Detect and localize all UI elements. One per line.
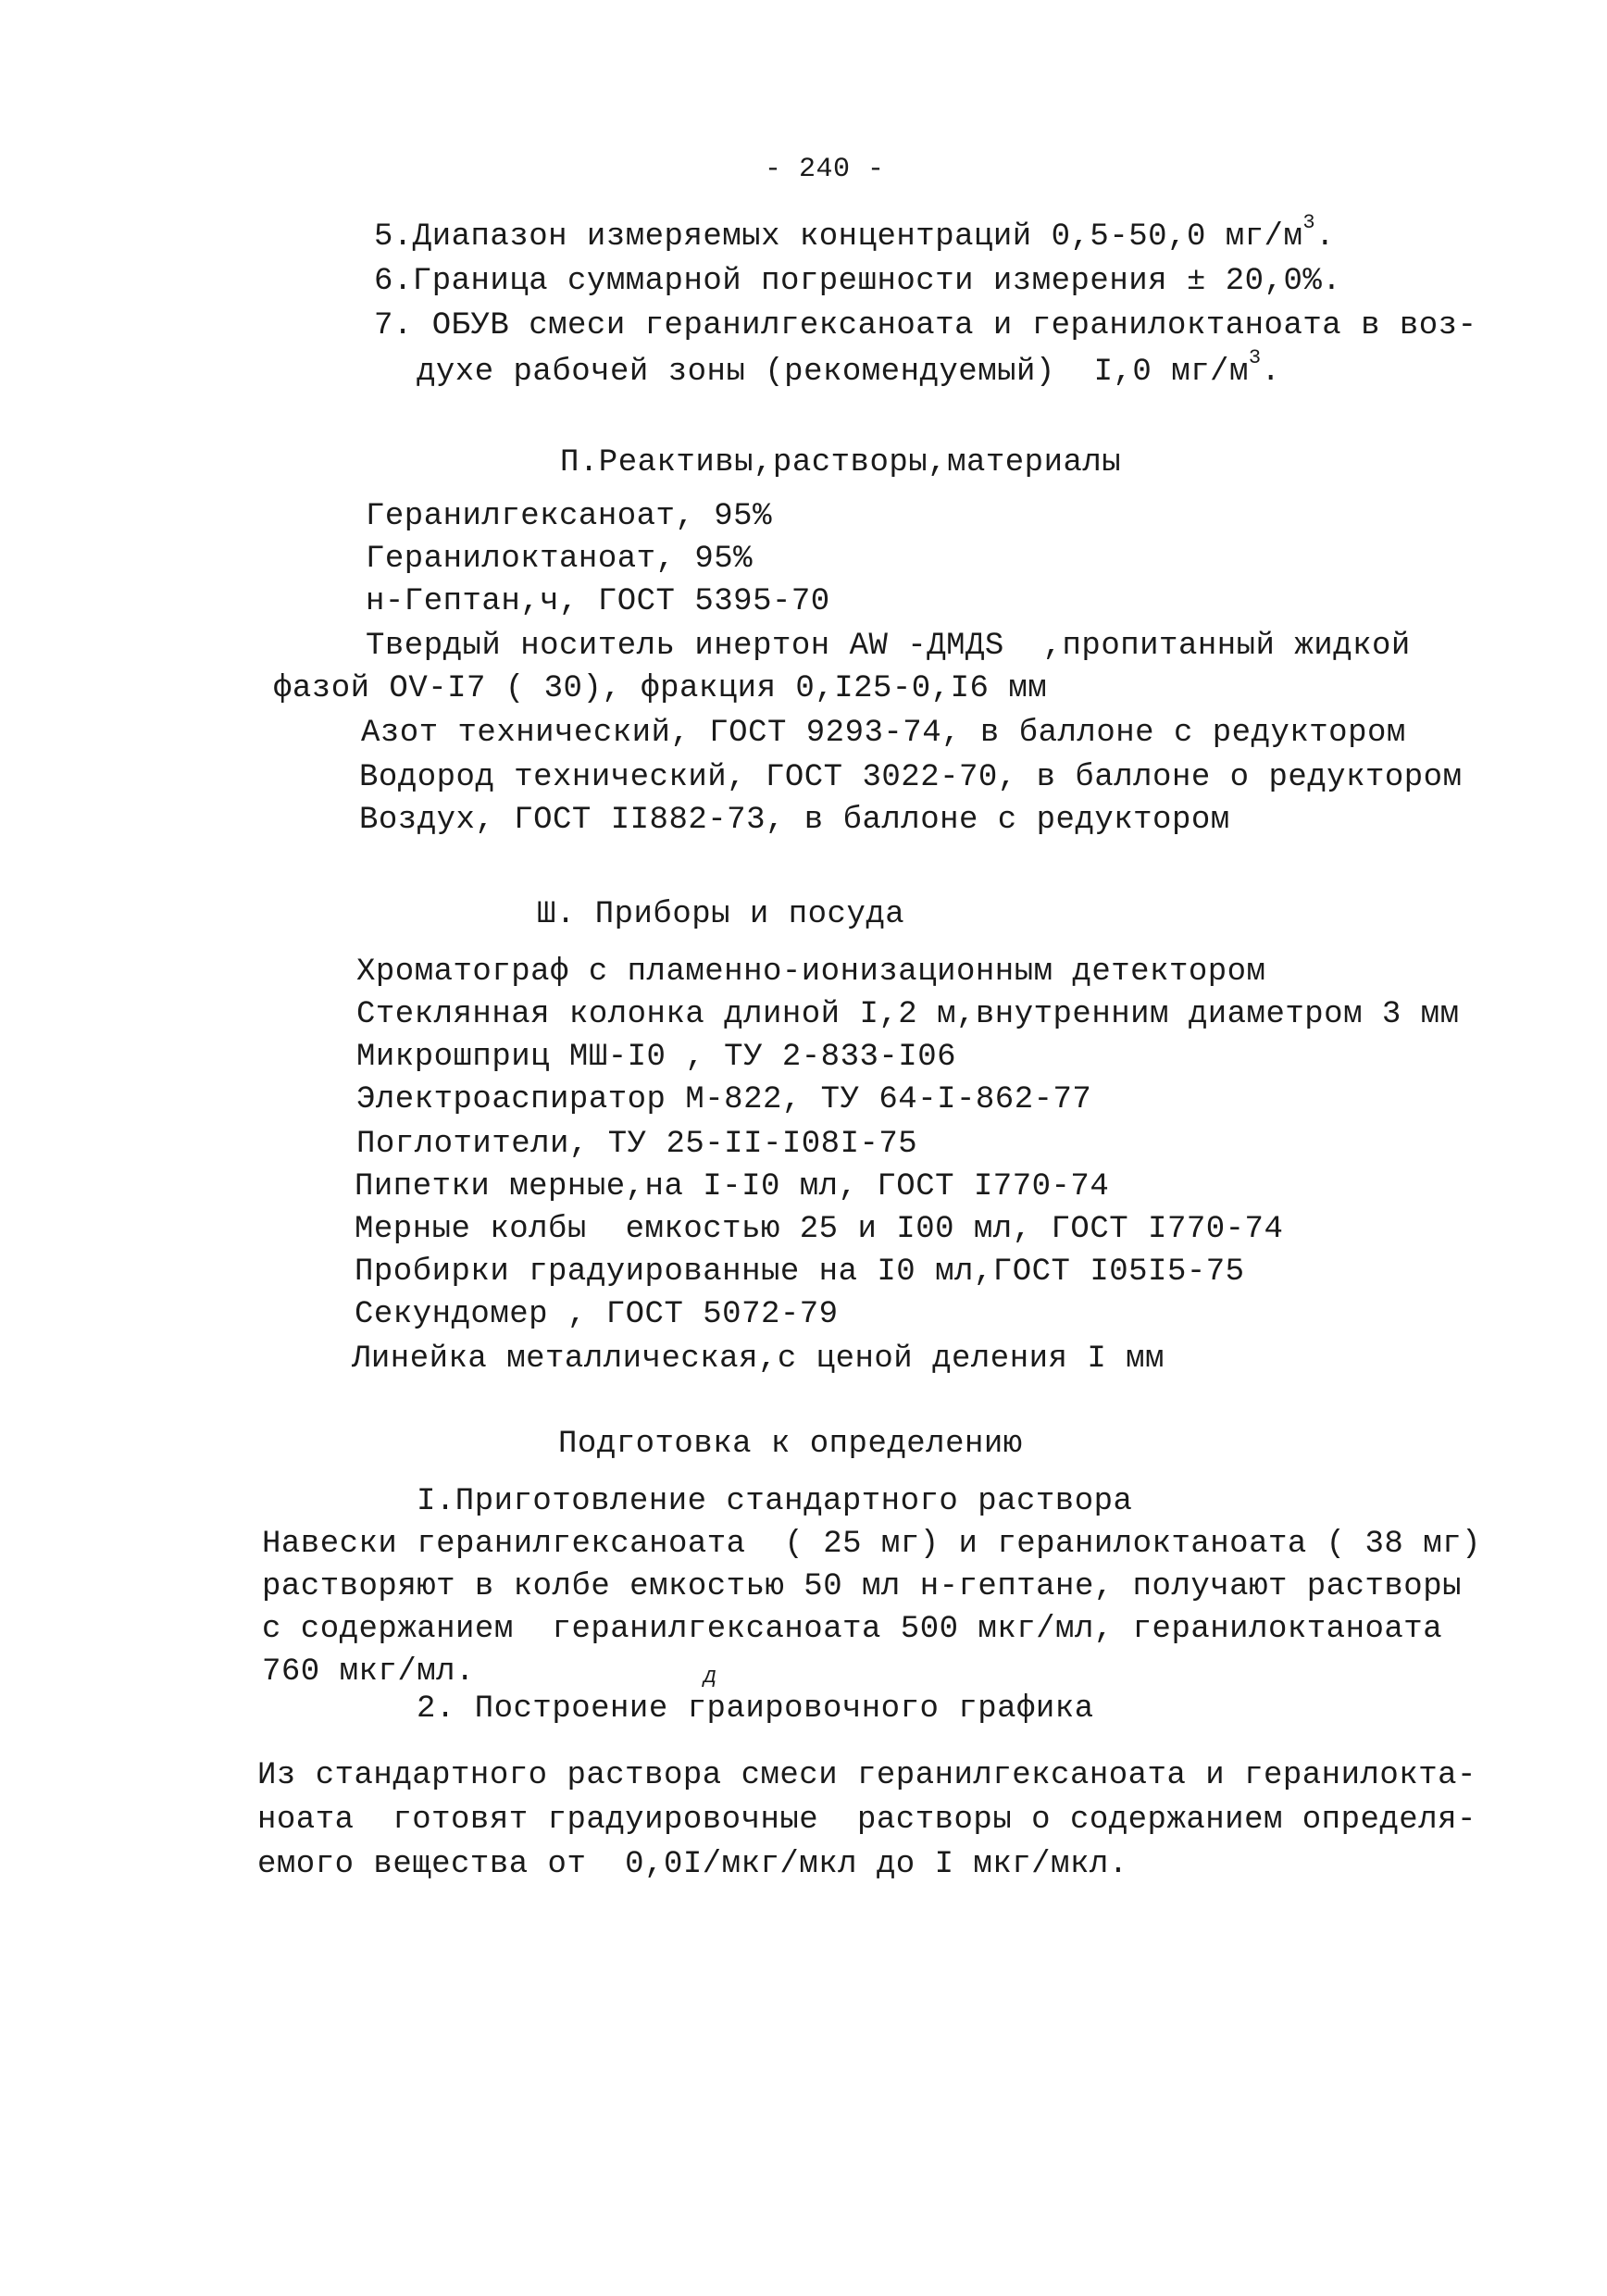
reagent-line: Воздух, ГОСТ II882-73, в баллоне с редуктором [359,803,1230,838]
procedure-line: Навески геранилгексаноата ( 25 мг) и геранилоктаноата ( 38 мг) [262,1527,1481,1562]
equipment-line: Электроаспиратор М-822, ТУ 64-I-862-77 [356,1082,1092,1117]
section-4-title: Подготовка к определению [558,1427,1023,1462]
handwritten-correction: д [704,1665,717,1690]
equipment-line: Пробирки градуированные на I0 мл,ГОСТ I05I5-75 [355,1254,1245,1290]
reagent-line: Геранилгексаноат, 95% [366,499,772,534]
reagent-line: Геранилоктаноат, 95% [366,542,754,577]
procedure-line: 760 мкг/мл. [262,1654,475,1690]
equipment-line: Пипетки мерные,на I-I0 мл, ГОСТ I770-74 [355,1169,1110,1204]
param-line-7: 7. ОБУВ смеси геранилгексаноата и геранилоктаноата в воз- [374,308,1477,343]
procedure-line: емого вещества от 0,0I/мкг/мкл до I мкг/мкл. [257,1847,1128,1882]
equipment-line: Секундомер , ГОСТ 5072-79 [355,1297,839,1332]
section-3-title: Ш. Приборы и посуда [537,897,905,932]
reagent-line: Азот технический, ГОСТ 9293-74, в баллоне с редуктором [361,716,1406,751]
procedure-line: ноата готовят градуировочные растворы о содержанием определя- [257,1803,1476,1838]
equipment-line: Стеклянная колонка длиной I,2 м,внутренним диаметром 3 мм [356,997,1460,1032]
procedure-line: Из стандартного раствора смеси геранилгексаноата и геранилокта- [257,1758,1476,1793]
param-line-6: 6.Граница суммарной погрешности измерения ± 20,0%. [374,264,1342,299]
subsection-2-title: 2. Построение граировочного графика [417,1691,1094,1727]
param-line-7-cont: духе рабочей зоны (рекомендуемый) I,0 $мг/м^3$. [417,346,1281,390]
reagent-line: н-Гептан,ч, ГОСТ 5395-70 [366,584,830,619]
procedure-line: с содержанием геранилгексаноата 500 мкг/мл, геранилоктаноата [262,1612,1443,1647]
equipment-line: Мерные колбы емкостью 25 и I00 мл, ГОСТ I770-74 [355,1212,1284,1247]
param-line-5: 5.Диапазон измеряемых концентраций 0,5-50,0 $мг/м^3$. [374,211,1335,255]
equipment-line: Поглотители, ТУ 25-II-I08I-75 [356,1127,918,1162]
page-number: - 240 - [765,154,885,185]
equipment-line: Хроматограф с пламенно-ионизационным детектором [356,955,1266,990]
reagent-line: Водород технический, ГОСТ 3022-70, в баллоне о редуктором [359,760,1463,795]
reagent-line: фазой OV-I7 ( 30), фракция 0,I25-0,I6 мм [273,671,1048,706]
procedure-line: растворяют в колбе емкостью 50 мл н-гептане, получают растворы [262,1569,1463,1604]
reagent-line: Твердый носитель инертон AW -ДМДS ,пропитанный жидкой [366,629,1411,664]
subsection-1-title: I.Приготовление стандартного раствора [417,1484,1133,1519]
equipment-line: Линейка металлическая,с ценой деления I мм [352,1341,1165,1377]
section-2-title: П.Реактивы,растворы,материалы [560,445,1122,480]
equipment-line: Микрошприц МШ-I0 , ТУ 2-833-I06 [356,1040,957,1075]
